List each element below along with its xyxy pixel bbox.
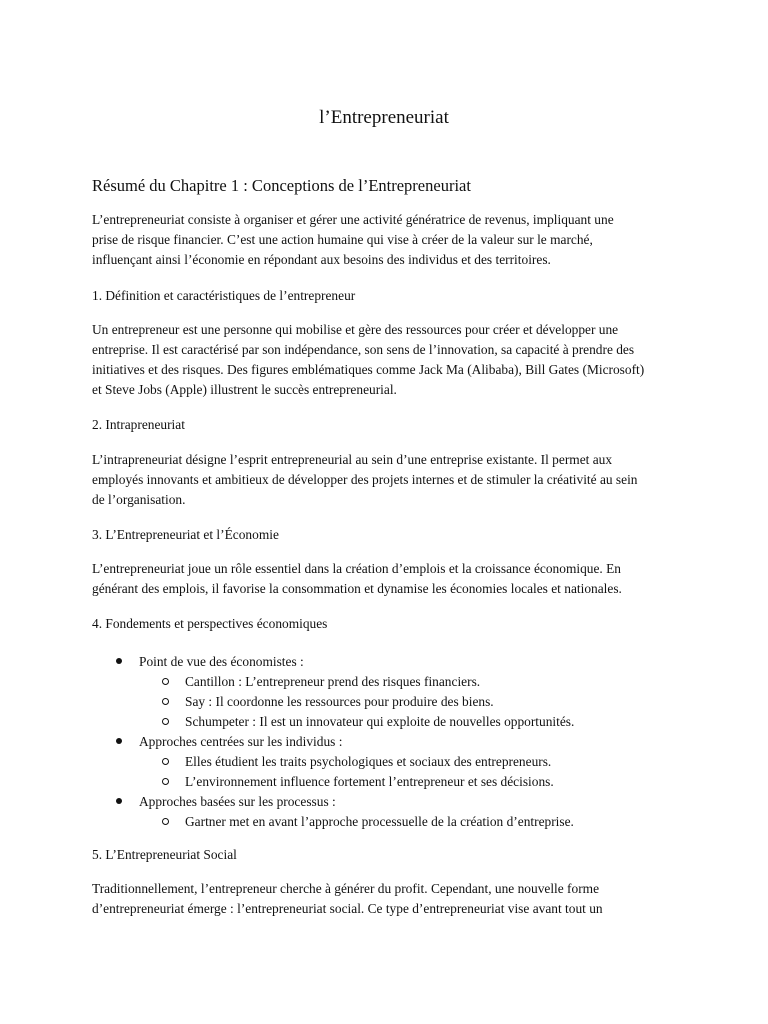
paragraph-line: d’entrepreneuriat émerge : l’entrepreneuriat social. Ce type d’entrepreneuriat vise avant tout un: [92, 901, 603, 916]
paragraph-line: de l’organisation.: [92, 492, 186, 507]
sub-bullet-text: Elles étudient les traits psychologiques et sociaux des entrepreneurs.: [185, 754, 552, 769]
sub-bullet-text: Schumpeter : Il est un innovateur qui exploite de nouvelles opportunités.: [185, 714, 575, 729]
bullet-dot-icon: [116, 658, 122, 664]
sub-bullet-item: [92, 712, 676, 732]
section-5-paragraph: [92, 879, 676, 919]
sub-bullet-text: Cantillon : L’entrepreneur prend des risques financiers.: [185, 674, 481, 689]
sub-bullet-text: Say : Il coordonne les ressources pour produire des biens.: [185, 694, 494, 709]
intro-line: influençant ainsi l’économie en répondant aux besoins des individus et des territoires.: [92, 252, 551, 267]
intro-line: prise de risque financier. C’est une action humaine qui vise à créer de la valeur sur le marché,: [92, 232, 593, 247]
section-3-paragraph: [92, 559, 676, 599]
bullet-item: [92, 732, 676, 752]
sub-bullet-item: [92, 752, 676, 772]
bullet-circle-icon: [162, 718, 169, 725]
bullet-item: [92, 652, 676, 672]
paragraph-line: Traditionnellement, l’entrepreneur cherche à générer du profit. Cependant, une nouvelle forme: [92, 881, 600, 896]
paragraph-line: générant des emplois, il favorise la consommation et dynamise les économies locales et nationales.: [92, 581, 622, 596]
sub-bullet-text: Gartner met en avant l’approche processuelle de la création d’entreprise.: [185, 814, 574, 829]
paragraph-line: Un entrepreneur est une personne qui mobilise et gère des ressources pour créer et développer une: [92, 322, 619, 337]
bullet-label: Approches basées sur les processus :: [139, 794, 336, 809]
paragraph-line: et Steve Jobs (Apple) illustrent le succès entrepreneurial.: [92, 382, 397, 397]
section-1-paragraph: [92, 320, 676, 400]
section-5-heading: 5. L’Entrepreneuriat Social: [92, 847, 237, 862]
bullet-label: Point de vue des économistes :: [139, 654, 304, 669]
sub-bullet-item: [92, 692, 676, 712]
sub-bullet-item: [92, 672, 676, 692]
bullet-circle-icon: [162, 758, 169, 765]
bullet-circle-icon: [162, 698, 169, 705]
intro-line: L’entrepreneuriat consiste à organiser et gérer une activité génératrice de revenus, impliquant une: [92, 212, 614, 227]
chapter-title: Résumé du Chapitre 1 : Conceptions de l’Entrepreneuriat: [92, 176, 471, 195]
bullet-circle-icon: [162, 778, 169, 785]
bullet-circle-icon: [162, 818, 169, 825]
paragraph-line: employés innovants et ambitieux de développer des projets internes et de stimuler la créativité au sein: [92, 472, 638, 487]
paragraph-line: entreprise. Il est caractérisé par son indépendance, son sens de l’innovation, sa capacité à prendre des: [92, 342, 635, 357]
section-2-paragraph: [92, 450, 676, 510]
paragraph-line: initiatives et des risques. Des figures emblématiques comme Jack Ma (Alibaba), Bill Gates (Microsoft): [92, 362, 645, 377]
paragraph-line: L’entrepreneuriat joue un rôle essentiel dans la création d’emplois et la croissance économique. En: [92, 561, 621, 576]
bullet-list: [92, 652, 676, 832]
section-2-heading: 2. Intrapreneuriat: [92, 417, 185, 432]
bullet-dot-icon: [116, 798, 122, 804]
sub-bullet-item: [92, 772, 676, 792]
bullet-label: Approches centrées sur les individus :: [139, 734, 343, 749]
intro-paragraph: [92, 210, 676, 270]
paragraph-line: L’intrapreneuriat désigne l’esprit entrepreneurial au sein d’une entreprise existante. Il permet aux: [92, 452, 613, 467]
section-4-heading: 4. Fondements et perspectives économiques: [92, 616, 328, 631]
sub-bullet-text: L’environnement influence fortement l’entrepreneur et ses décisions.: [185, 774, 554, 789]
bullet-circle-icon: [162, 678, 169, 685]
section-3-heading: 3. L’Entrepreneuriat et l’Économie: [92, 527, 279, 542]
document-title: l’Entrepreneuriat: [319, 107, 449, 128]
bullet-item: [92, 792, 676, 812]
sub-bullet-item: [92, 812, 676, 832]
bullet-dot-icon: [116, 738, 122, 744]
section-1-heading: 1. Définition et caractéristiques de l’entrepreneur: [92, 288, 356, 303]
